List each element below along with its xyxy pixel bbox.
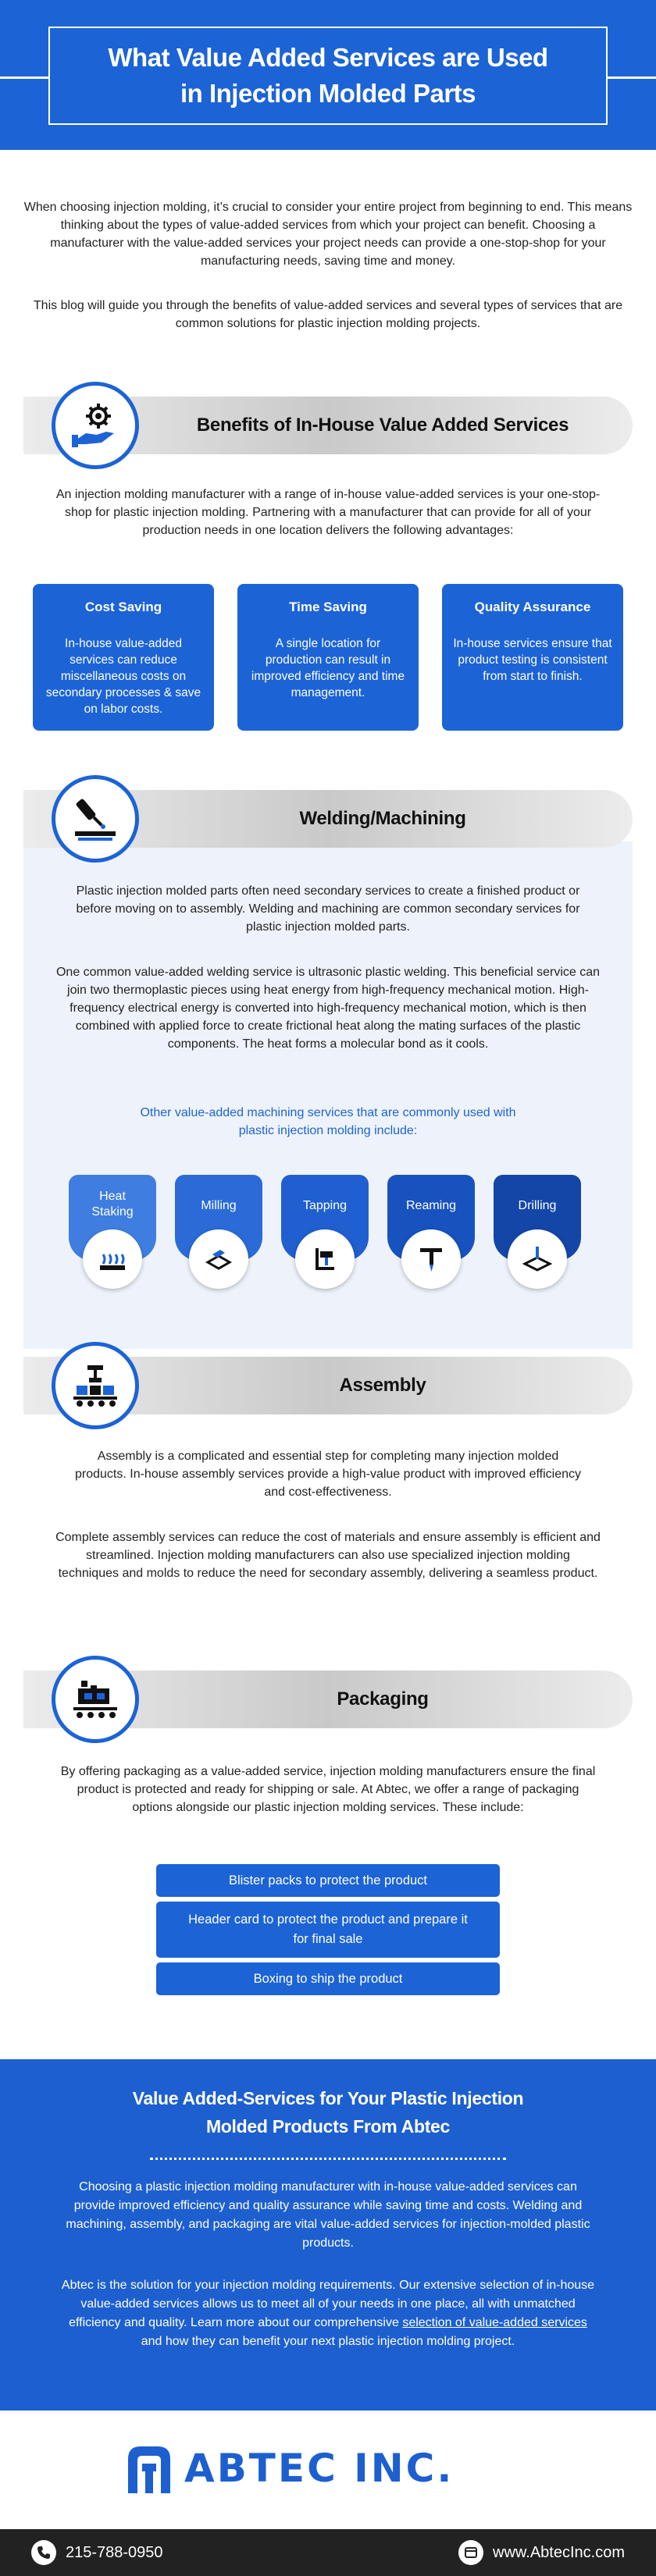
section-band-packaging (23, 1670, 633, 1728)
packaging-machine-icon (52, 1656, 139, 1743)
benefit-card-time (237, 584, 419, 731)
page-title-line1: What Value Added Services are Used (108, 43, 548, 72)
section-heading-benefits: Benefits of In-House Value Added Services (196, 415, 569, 436)
benefits-paragraph: An injection molding manufacturer with a range of in-house value-added services is your one-stop-shop for plastic injection molding. Partnering with a manufacturer that can provide for all of your production needs in one location delivers the following advantages: (55, 488, 601, 537)
phone-icon (31, 2540, 56, 2565)
reaming-icon (401, 1229, 461, 1289)
phone-number: 215-788-0950 (66, 2543, 163, 2561)
benefit-card-quality (442, 584, 623, 731)
hero-rule-left (0, 76, 48, 79)
service-drilling (494, 1175, 581, 1261)
service-heat-staking (69, 1175, 156, 1261)
welding-paragraph-1: Plastic injection molded parts often need secondary services to create a finished product or before moving on to assembly. Welding and machining are common secondary services for plastic injection molded parts. (76, 884, 580, 934)
closing-paragraph-1: Choosing a plastic injection molding manufacturer with in-house value-added services can provide improved efficiency and quality assurance while saving time and costs. Welding and machining, assembly, and packaging are vital value-added services for injection-molded plastic products. (66, 2180, 590, 2250)
brand-name: ABTEC INC. (184, 2446, 455, 2491)
intro-paragraph-1: When choosing injection molding, it’s crucial to consider your entire project from beginning to end. This means thinking about the types of value-added services from which your project can benefit. Choosing a manufacturer with the value-added services your project needs can provide a one-stop-shop for your manufacturing needs, saving time and money. (23, 201, 633, 268)
website-url: www.AbtecInc.com (493, 2543, 625, 2561)
closing-title-line2: Molded Products From Abtec (205, 2116, 451, 2137)
welding-paragraph-2: One common value-added welding service is ultrasonic plastic welding. This beneficial service can join two thermoplastic pieces using heat energy from high-frequency mechanical motion. High-frequency electrical energy is converted into high-frequency mechanical motion, which is then combined with applied force to create frictional heat along the mating surfaces of the plastic components. The heat forms a molecular bond as it cools. (55, 966, 601, 1051)
assembly-paragraph-2: Complete assembly services can reduce the cost of materials and ensure assembly is efficient and streamlined. Injection molding manufacturers can also use specialized injection molding techniques and molds to reduce the need for secondary assembly, delivering a seamless product. (55, 1531, 601, 1580)
benefit-card-title: Time Saving (289, 600, 367, 614)
service-label: Tapping (302, 1199, 348, 1212)
packaging-item: Boxing to ship the product (156, 1962, 500, 1995)
value-added-services-link[interactable]: selection of value-added services (402, 2316, 587, 2329)
benefit-card-body: In-house value-added services can reduce miscellaneous costs on secondary processes & save on labor costs. (45, 637, 201, 716)
closing-text: Abtec is the solution for your injection molding requirements. Our extensive selection of in-house value-added services allows us to meet all of your needs in one place, all with unmatched efficiency and quality. Learn more about our comprehensive (61, 2279, 595, 2329)
section-heading-packaging: Packaging (337, 1688, 429, 1710)
closing-text: and how they can benefit your next plastic injection molding project. (141, 2335, 515, 2348)
section-heading-assembly: Assembly (339, 1375, 426, 1396)
drilling-icon (508, 1229, 567, 1289)
welding-icon (52, 775, 139, 863)
section-band-welding (23, 790, 633, 848)
service-reaming (387, 1175, 475, 1261)
section-band-benefits (23, 397, 633, 454)
closing-title (55, 2084, 601, 2140)
milling-icon (189, 1229, 248, 1289)
service-label: Heat Staking (91, 1190, 134, 1219)
intro-paragraph-2: This blog will guide you through the benefits of value-added services and several types of services that are common solutions for plastic injection molding projects. (33, 299, 623, 330)
packaging-paragraph: By offering packaging as a value-added service, injection molding manufacturers ensure the final product is protected and ready for shipping or sale. At Abtec, we offer a range of packaging options alongside our plastic injection molding services. These include: (60, 1765, 596, 1814)
contact-bar (0, 2529, 656, 2576)
service-label: Milling (201, 1199, 237, 1212)
service-milling (175, 1175, 262, 1261)
service-label: Drilling (518, 1199, 557, 1212)
service-label: Reaming (405, 1199, 457, 1212)
benefit-card-title: Cost Saving (84, 600, 162, 614)
phone-contact[interactable] (31, 2540, 163, 2565)
benefit-card-body: A single location for production can result in improved efficiency and time management. (251, 637, 405, 699)
conveyor-icon (52, 1342, 139, 1429)
website-contact[interactable] (458, 2540, 625, 2565)
benefit-card-cost (33, 584, 214, 731)
tapping-icon (295, 1229, 355, 1289)
welding-blue-callout: Other value-added machining services that are commonly used with plastic injection molding include: (140, 1106, 516, 1137)
section-heading-welding: Welding/Machining (299, 808, 466, 829)
benefit-card-title: Quality Assurance (474, 600, 591, 614)
hero-rule-right (608, 76, 656, 79)
packaging-item: Blister packs to protect the product (156, 1864, 500, 1897)
hero-banner (0, 0, 656, 150)
packaging-item: Header card to protect the product and prepare it for final sale (156, 1902, 500, 1958)
benefit-card-body: In-house services ensure that product testing is consistent from start to finish. (453, 637, 612, 683)
browser-icon (458, 2540, 483, 2565)
closing-paragraph-2 (58, 2276, 598, 2351)
assembly-paragraph-1: Assembly is a complicated and essential step for completing many injection molded products. In-house assembly services provide a high-value product with improved efficiency and cost-effectiveness. (74, 1450, 582, 1499)
dotted-divider (150, 2158, 506, 2160)
hero-title-box (48, 27, 608, 125)
abtec-logo-mark-icon (125, 2443, 173, 2493)
page-title-line2: in Injection Molded Parts (180, 79, 476, 108)
section-band-assembly (23, 1357, 633, 1414)
hand-gear-icon (52, 382, 139, 469)
service-tapping (281, 1175, 369, 1261)
heat-staking-icon (83, 1229, 142, 1289)
abtec-logo (125, 2442, 531, 2495)
closing-title-line1: Value Added-Services for Your Plastic Injection (132, 2088, 524, 2108)
